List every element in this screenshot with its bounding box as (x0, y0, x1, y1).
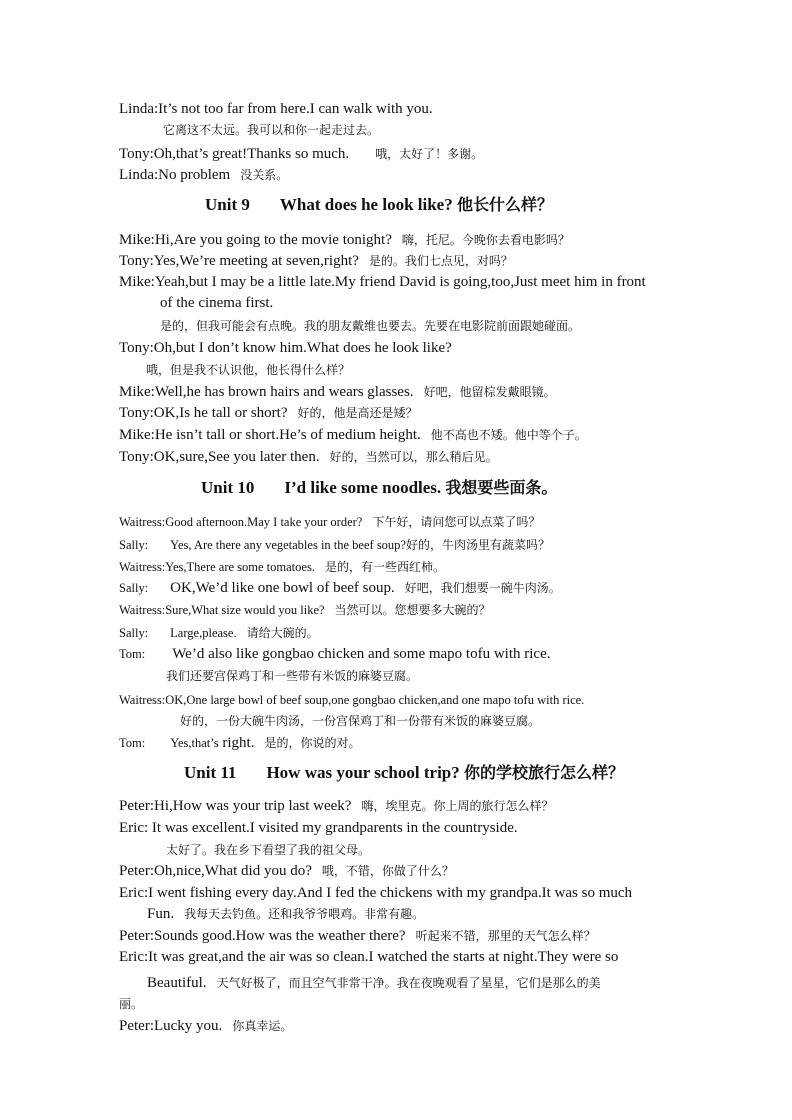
chinese-text: 哦，不错，你做了什么？ (321, 864, 454, 878)
dialog-line (166, 666, 418, 686)
unit-title-en: How was your school trip? (266, 763, 460, 782)
english-text: Linda:No problem (119, 167, 231, 183)
unit-title-en: What does he look like? (279, 195, 453, 214)
dialog-line (119, 947, 618, 967)
dialog-line (119, 403, 418, 423)
chinese-text: 好的，牛肉汤里有蔬菜吗？ (405, 538, 550, 552)
chinese-text: 好的，一份大碗牛肉汤，一份宫保鸡丁和一份带有米饭的麻婆豆腐。 (180, 714, 541, 728)
speaker: Tom: (119, 736, 146, 750)
english-text: Tony:OK,Is he tall or short? (119, 405, 288, 421)
chinese-text: 下午好，请问您可以点菜了吗？ (372, 515, 541, 529)
english-text: right. (222, 735, 255, 751)
dialog-line (119, 623, 319, 643)
unit-title-zh: 你的学校旅行怎么样？ (464, 763, 625, 782)
english-text: Waitress:OK,One large bowl of beef soup,one gongbao chicken,and one mapo tofu with rice. (119, 693, 585, 707)
chinese-text: 好的，当然可以，那么稍后见。 (329, 450, 498, 464)
dialog-line (119, 796, 553, 816)
english-text: Eric:I went fishing every day.And I fed the chickens with my grandpa.It was so much (119, 885, 633, 901)
chinese-text: 是的，但我可能会有点晚。我的朋友戴维也要去。先要在电影院前面跟她碰面。 (160, 319, 581, 333)
dialog-line (119, 144, 483, 164)
unit-title-zh: 他长什么样？ (456, 195, 553, 214)
dialog-line (119, 251, 513, 271)
english-text: Large,please. (170, 626, 237, 640)
chinese-text: 哦，但是我不认识他，他长得什么样？ (146, 363, 351, 377)
dialog-line (119, 578, 561, 598)
chinese-text: 当然可以。您想要多大碗的？ (334, 603, 491, 617)
chinese-text: 听起来不错，那里的天气怎么样？ (415, 929, 596, 943)
dialog-line (119, 733, 360, 753)
chinese-text: 我们还要宫保鸡丁和一些带有米饭的麻婆豆腐。 (166, 669, 419, 683)
chinese-text: 嗨，埃里克。你上周的旅行怎么样？ (361, 799, 554, 813)
english-text: Eric: It was excellent.I visited my grandparents in the countryside. (119, 820, 518, 836)
dialog-line (119, 690, 584, 710)
chinese-text: 我每天去钓鱼。还和我爷爷喂鸡。非常有趣。 (184, 907, 425, 921)
unit-number: Unit 9 (205, 195, 250, 214)
english-text: Mike:Yeah,but I may be a little late.My friend David is going,too,Just meet him in front (119, 274, 646, 290)
unit-title-zh: 我想要些面条。 (445, 478, 558, 497)
english-text: Tony:OK,sure,See you later then. (119, 449, 320, 465)
english-text: Mike:Hi,Are you going to the movie tonight? (119, 232, 392, 248)
english-text: We’d also like gongbao chicken and some mapo tofu with rice. (172, 646, 551, 662)
dialog-line (119, 425, 587, 445)
dialog-line (119, 1016, 292, 1036)
english-text: Mike:He isn’t tall or short.He’s of medium height. (119, 427, 421, 443)
english-text: Tony:Oh,that’s great!Thanks so much. (119, 146, 350, 162)
speaker: Tom: (119, 647, 146, 661)
chinese-text: 好吧，我们想要一碗牛肉汤。 (404, 581, 561, 595)
unit-heading (184, 762, 624, 784)
english-text: Linda:It’s not too far from here.I can walk with you. (119, 101, 433, 117)
dialog-line (119, 165, 288, 185)
speaker: Sally: (119, 626, 149, 640)
dialog-line (119, 230, 570, 250)
dialog-line (180, 711, 540, 731)
dialog-line (147, 973, 601, 993)
dialog-line (119, 447, 498, 467)
speaker: Sally: (119, 538, 149, 552)
chinese-text: 丽。 (119, 997, 144, 1011)
unit-number: Unit 11 (184, 763, 237, 782)
unit-title-en: I’d like some noodles. (284, 478, 442, 497)
chinese-text: 请给大碗的。 (246, 626, 319, 640)
dialog-line (119, 338, 452, 358)
dialog-line (119, 600, 491, 620)
english-text: Peter:Hi,How was your trip last week? (119, 798, 352, 814)
chinese-text: 嗨，托尼。今晚你去看电影吗？ (401, 233, 570, 247)
chinese-text: 他不高也不矮。他中等个子。 (430, 428, 587, 442)
speaker: Sally: (119, 581, 149, 595)
english-text: Tony:Yes,We’re meeting at seven,right? (119, 253, 359, 269)
english-text: of the cinema first. (160, 295, 274, 311)
english-text: Beautiful. (147, 975, 207, 991)
dialog-line (119, 861, 454, 881)
dialog-line (160, 316, 580, 336)
chinese-text: 你真幸运。 (232, 1019, 293, 1033)
english-text: Tony:Oh,but I don’t know him.What does he look like? (119, 340, 452, 356)
english-text: Waitress:Sure,What size would you like? (119, 603, 325, 617)
dialog-line (119, 644, 551, 664)
english-text: Peter:Oh,nice,What did you do? (119, 863, 312, 879)
chinese-text: 天气好极了，而且空气非常干净。我在夜晚观看了星星，它们是那么的美 (216, 976, 601, 990)
unit-number: Unit 10 (201, 478, 255, 497)
chinese-text: 太好了。我在乡下看望了我的祖父母。 (166, 843, 371, 857)
chinese-text: 好吧，他留棕发戴眼镜。 (423, 385, 556, 399)
dialog-line (119, 99, 433, 119)
dialog-line (163, 120, 379, 140)
dialog-line (119, 818, 518, 838)
unit-heading (205, 194, 553, 216)
english-text: Eric:It was great,and the air was so clean.I watched the starts at night.They were so (119, 949, 619, 965)
english-text: Peter:Lucky you. (119, 1018, 223, 1034)
chinese-text: 没关系。 (240, 168, 289, 182)
english-text: Yes, Are there any vegetables in the beef soup? (170, 538, 406, 552)
dialog-line (119, 382, 556, 402)
dialog-line (119, 272, 646, 292)
chinese-text: 是的，有一些西红柿。 (324, 560, 445, 574)
chinese-text: 哦，太好了！多谢。 (375, 147, 484, 161)
english-text: Yes,that’s (170, 736, 219, 750)
chinese-text: 好的，他是高还是矮？ (297, 406, 418, 420)
dialog-line (119, 994, 143, 1014)
english-text: OK,We’d like one bowl of beef soup. (170, 580, 395, 596)
unit-heading (201, 477, 557, 499)
english-text: Mike:Well,he has brown hairs and wears glasses. (119, 384, 414, 400)
dialog-line (119, 512, 540, 532)
english-text: Peter:Sounds good.How was the weather there? (119, 928, 406, 944)
english-text: Fun. (147, 906, 175, 922)
dialog-line (147, 904, 424, 924)
dialog-line (166, 840, 370, 860)
dialog-line (160, 293, 273, 313)
chinese-text: 它离这不太远。我可以和你一起走过去。 (163, 123, 380, 137)
english-text: Waitress:Good afternoon.May I take your order? (119, 515, 363, 529)
dialog-line (119, 557, 445, 577)
dialog-line (119, 926, 596, 946)
dialog-line (146, 360, 350, 380)
dialog-line (119, 535, 550, 555)
chinese-text: 是的。我们七点见，对吗？ (368, 254, 513, 268)
dialog-line (119, 883, 632, 903)
chinese-text: 是的，你说的对。 (264, 736, 361, 750)
english-text: Waitress:Yes,There are some tomatoes. (119, 560, 315, 574)
